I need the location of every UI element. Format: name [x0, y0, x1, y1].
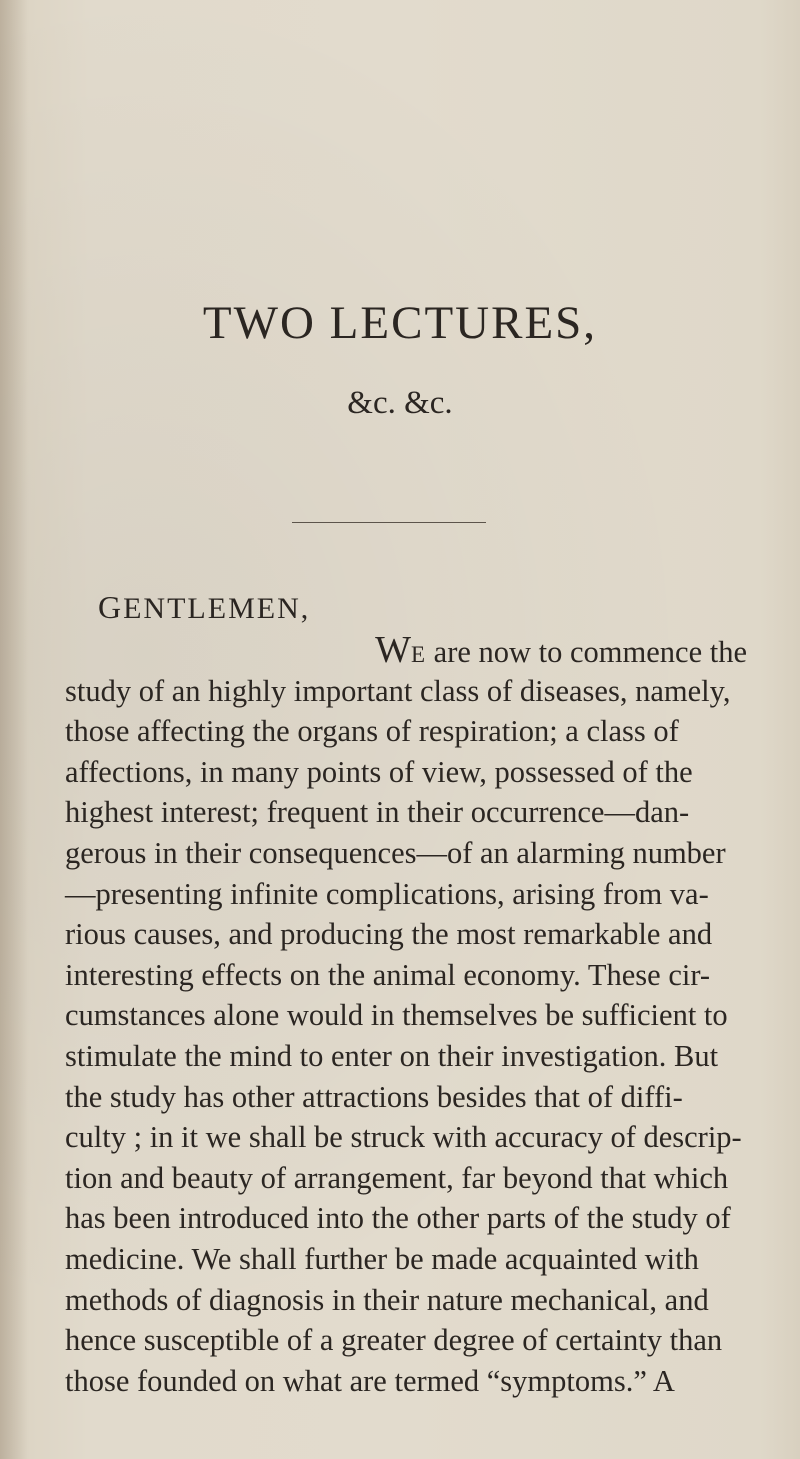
divider-rule — [292, 522, 486, 523]
paragraph-line: has been introduced into the other parts of the study of — [65, 1201, 731, 1236]
paragraph-line: affections, in many points of view, possessed of the — [65, 754, 693, 789]
paragraph-line: cumstances alone would in themselves be sufficient to — [65, 998, 728, 1033]
paragraph-line: rious causes, and producing the most remarkable and — [65, 917, 713, 952]
page-gutter-shadow — [0, 0, 28, 1459]
drop-cap-rest: E — [410, 642, 427, 667]
paragraph-line: medicine. We shall further be made acquainted with — [65, 1241, 699, 1276]
paragraph-line: those affecting the organs of respiration; a class of — [65, 714, 679, 749]
paragraph-line: highest interest; frequent in their occurrence—dan- — [65, 795, 690, 830]
paragraph-line: interesting effects on the animal economy. These cir- — [65, 957, 711, 992]
paragraph-line: those founded on what are termed “symptoms.” A — [65, 1363, 675, 1398]
paragraph-line: the study has other attractions besides that of diffi- — [65, 1079, 683, 1114]
paragraph-line: methods of diagnosis in their nature mechanical, and — [65, 1282, 709, 1317]
drop-cap: W — [375, 629, 411, 671]
paragraph-line: hence susceptible of a greater degree of certainty than — [65, 1323, 723, 1358]
paragraph-line-1-text: are now to commence the — [426, 635, 747, 669]
paragraph-line: gerous in their consequences—of an alarming number — [65, 835, 726, 870]
page-subtitle: &c. &c. — [347, 385, 453, 421]
salutation-rest: ENTLEMEN, — [123, 592, 311, 625]
salutation-initial: G — [98, 589, 124, 625]
paragraph-line: study of an highly important class of diseases, namely, — [65, 673, 731, 708]
paragraph-line: tion and beauty of arrangement, far beyond that which — [65, 1160, 729, 1195]
body-paragraph — [65, 630, 749, 1401]
paragraph-line: stimulate the mind to enter on their investigation. But — [65, 1038, 719, 1073]
paragraph-line: —presenting infinite complications, arising from va- — [65, 876, 709, 911]
paragraph-line-1 — [65, 630, 749, 671]
paragraph-line: culty ; in it we shall be struck with accuracy of descrip- — [65, 1120, 742, 1155]
page-title: TWO LECTURES, — [202, 297, 598, 349]
salutation — [98, 589, 310, 626]
